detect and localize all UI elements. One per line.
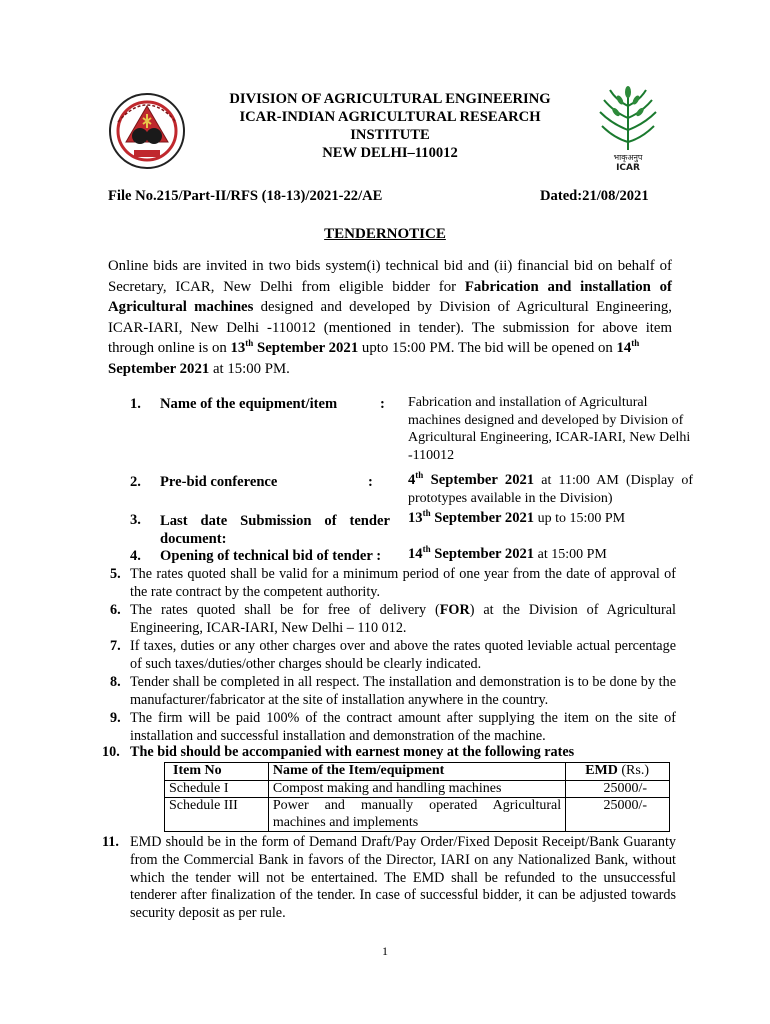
item-2-value: 4th September 2021 at 11:00 AM (Display of prototypes available in the Division) <box>408 470 693 506</box>
svg-text:ICAR: ICAR <box>616 163 640 172</box>
table-row <box>165 780 670 798</box>
item-3-value: 13th September 2021 up to 15:00 PM <box>408 508 626 526</box>
emd-row2-item: Schedule III <box>165 798 269 832</box>
item-2-colon: : <box>368 474 373 490</box>
intro-text-3: upto 15:00 PM. The bid will be opened on <box>358 340 617 356</box>
institute-header <box>190 90 590 162</box>
clause-5: 5. The rates quoted shall be valid for a minimum period of one year from the date of approval of the rate contract by the competent authority. <box>110 566 676 600</box>
emd-table-header <box>165 763 670 781</box>
item-4-label: Opening of technical bid of tender : <box>160 548 382 564</box>
icar-logo-text: भाकृअनुप <box>613 153 643 162</box>
emd-row1-emd: 25000/- <box>566 780 670 798</box>
item-3-number: 3. <box>130 512 141 528</box>
emd-row2-name: Power and manually operated Agricultural machines and implements <box>268 798 565 832</box>
iari-logo <box>108 92 186 170</box>
intro-bold-1: Fabrication and installation of Agricultural machines <box>108 278 672 315</box>
intro-text-1: Online bids are invited in two bids system(i) technical bid and (ii) financial bid on behalf of Secretary, ICAR, New Delhi from eligible bidder for <box>108 258 672 295</box>
intro-date-2a: 14th <box>616 338 640 356</box>
date: Dated:21/08/2021 <box>540 188 649 204</box>
intro-date-2b: September 2021 <box>108 360 210 377</box>
emd-header-emd: EMD (Rs.) <box>566 763 670 781</box>
clause-9: 9. The firm will be paid 100% of the contract amount after supplying the item on the site of installation and successful installation and demonstration of the machine. <box>110 710 676 744</box>
clause-10: 10. The bid should be accompanied with earnest money at the following rates <box>102 744 575 760</box>
item-4-number: 4. <box>130 548 141 564</box>
emd-row2-emd: 25000/- <box>566 798 670 832</box>
table-row <box>165 798 670 832</box>
clause-6: 6. The rates quoted shall be for free of delivery (FOR) at the Division of Agricultural Engineering, ICAR-IARI, New Delhi – 110 012. <box>110 602 676 636</box>
header-line2: ICAR-INDIAN AGRICULTURAL RESEARCH <box>239 109 541 125</box>
emd-table <box>164 762 670 832</box>
clause-11: 11. EMD should be in the form of Demand Draft/Pay Order/Fixed Deposit Receipt/Bank Guaranty from the Commercial Bank in favors of the Director, IARI on any Nationalized Bank, without which the tender will not be entertained. The EMD shall be refunded to the unsuccessful tenderer after finalization of the tender. In case of successful bidder, it can be adjusted towards security deposit as per rule. <box>102 834 676 922</box>
item-3-label: Last date Submission of tender document: <box>160 513 390 547</box>
intro-text-2: designed and developed by Division of Agricultural Engineering, ICAR-IARI, New Delhi -110012 (mentioned in tender). The submission for above item through online is on <box>108 299 672 356</box>
emd-header-name: Name of the Item/equipment <box>268 763 565 781</box>
clause-7: 7. If taxes, duties or any other charges over and above the rates quoted leviable actual percentage of such taxes/duties/other charges should be clearly indicated. <box>110 638 676 672</box>
item-1-label: Name of the equipment/item <box>160 396 338 412</box>
icar-logo <box>592 86 664 172</box>
item-2-number: 2. <box>130 474 141 490</box>
notice-title-text: TENDERNOTICE <box>324 226 446 242</box>
notice-title <box>0 226 770 243</box>
emd-row1-item: Schedule I <box>165 780 269 798</box>
clause-8: 8. Tender shall be completed in all respect. The installation and demonstration is to be done by the manufacturer/fabricator at the site of installation anywhere in the country. <box>110 674 676 708</box>
page-number: 1 <box>382 944 388 958</box>
item-1-colon: : <box>380 396 385 412</box>
header-line4: NEW DELHI–110012 <box>322 145 458 161</box>
item-1-number: 1. <box>130 396 141 412</box>
header-line3: INSTITUTE <box>350 127 430 143</box>
intro-date-1: 13th September 2021 <box>230 338 359 356</box>
emd-row1-name: Compost making and handling machines <box>268 780 565 798</box>
intro-paragraph <box>108 256 672 379</box>
intro-text-4: at 15:00 PM. <box>209 360 290 377</box>
emd-header-item-no: Item No <box>165 763 269 781</box>
item-1-value: Fabrication and installation of Agricultural machines designed and developed by Division of Agricultural Engineering, ICAR-IARI, New Delhi -110012 <box>408 395 691 463</box>
file-number: File No.215/Part-II/RFS (18-13)/2021-22/AE <box>108 188 383 204</box>
header-line1: DIVISION OF AGRICULTURAL ENGINEERING <box>229 91 551 107</box>
item-4-value: 14th September 2021 at 15:00 PM <box>408 544 607 562</box>
item-2-label: Pre-bid conference <box>160 474 278 490</box>
